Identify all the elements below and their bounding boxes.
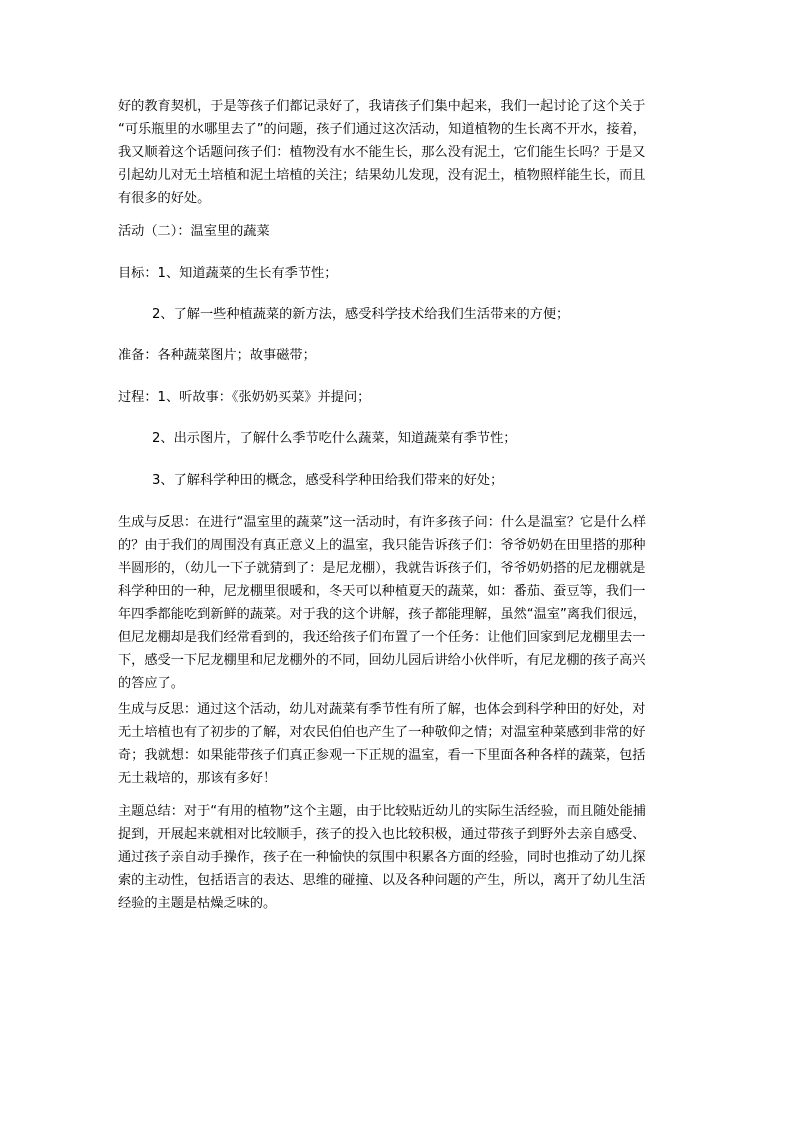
process-1: 过程：1、听故事：《张奶奶买菜》并提问； — [118, 390, 371, 405]
text-line: 捉到，开展起来就相对比较顺手，孩子的投入也比较积极，通过带孩子到野外去亲自感受、 — [118, 827, 646, 842]
text-line: 科学种田的一种，尼龙棚里很暖和，冬天可以种植夏天的蔬菜，如：番茄、蚕豆等，我们一 — [118, 584, 646, 599]
text-line: 索的主动性，包括语言的表达、思维的碰撞、以及各种问题的产生，所以，离开了幼儿生活 — [118, 873, 646, 888]
reflection-1 — [118, 511, 678, 695]
theme-summary — [118, 800, 678, 915]
intro-paragraph — [118, 95, 678, 210]
text-line: 下，感受一下尼龙棚里和尼龙棚外的不同，回幼儿园后讲给小伙伴听，有尼龙棚的孩子高兴 — [118, 653, 646, 668]
preparation: 准备：各种蔬菜图片；故事磁带； — [118, 348, 316, 363]
text-line: 生成与反思：通过这个活动，幼儿对蔬菜有季节性有所了解，也体会到科学种田的好处，对 — [118, 702, 646, 717]
process-2: 2、出示图片，了解什么季节吃什么蔬菜，知道蔬菜有季节性； — [152, 431, 517, 446]
text-line: 奇；我就想：如果能带孩子们真正参观一下正规的温室，看一下里面各种各样的蔬菜，包括 — [118, 748, 646, 763]
goal-2: 2、了解一些种植蔬菜的新方法，感受科学技术给我们生活带来的方便； — [152, 307, 570, 322]
text-line: 引起幼儿对无土培植和泥土培植的关注；结果幼儿发现，没有泥土，植物照样能生长，而且 — [118, 168, 646, 183]
text-line: 生成与反思：在进行“温室里的蔬菜”这一活动时，有许多孩子问：什么是温室？它是什么样 — [118, 515, 646, 530]
text-line: 好的教育契机，于是等孩子们都记录好了，我请孩子们集中起来，我们一起讨论了这个关于 — [118, 99, 646, 114]
text-line: 通过孩子亲自动手操作，孩子在一种愉快的氛围中积累各方面的经验，同时也推动了幼儿探 — [118, 850, 646, 865]
process-3: 3、了解科学种田的概念，感受科学种田给我们带来的好处； — [152, 473, 504, 488]
goal-1: 目标：1、知道蔬菜的生长有季节性； — [118, 266, 338, 281]
reflection-2 — [118, 698, 678, 790]
activity-title: 活动（二）：温室里的蔬菜 — [118, 224, 270, 239]
text-line: 无土培植也有了初步的了解，对农民伯伯也产生了一种敬仰之情；对温室种菜感到非常的好 — [118, 725, 646, 740]
text-line: 经验的主题是枯燥乏味的。 — [118, 896, 277, 911]
text-line: 我又顺着这个话题问孩子们：植物没有水不能生长，那么没有泥土，它们能生长吗？于是又 — [118, 145, 646, 160]
text-line: 的？由于我们的周围没有真正意义上的温室，我只能告诉孩子们：爷爷奶奶在田里搭的那种 — [118, 538, 646, 553]
text-line: 的答应了。 — [118, 676, 184, 691]
text-line: 主题总结：对于“有用的植物”这个主题，由于比较贴近幼儿的实际生活经验，而且随处能捕 — [118, 804, 646, 819]
text-line: 半圆形的，（幼儿一下子就猜到了：是尼龙棚），我就告诉孩子们，爷爷奶奶搭的尼龙棚就是 — [118, 561, 646, 576]
text-line: 但尼龙棚却是我们经常看到的，我还给孩子们布置了一个任务：让他们回家到尼龙棚里去一 — [118, 630, 646, 645]
text-line: 无土栽培的，那该有多好！ — [118, 771, 277, 786]
text-line: 有很多的好处。 — [118, 191, 211, 206]
text-line: 年四季都能吃到新鲜的蔬菜。对于我的这个讲解，孩子都能理解，虽然“温室”离我们很远， — [118, 607, 646, 622]
text-line: “可乐瓶里的水哪里去了”的问题，孩子们通过这次活动，知道植物的生长离不开水，接着， — [118, 122, 646, 137]
